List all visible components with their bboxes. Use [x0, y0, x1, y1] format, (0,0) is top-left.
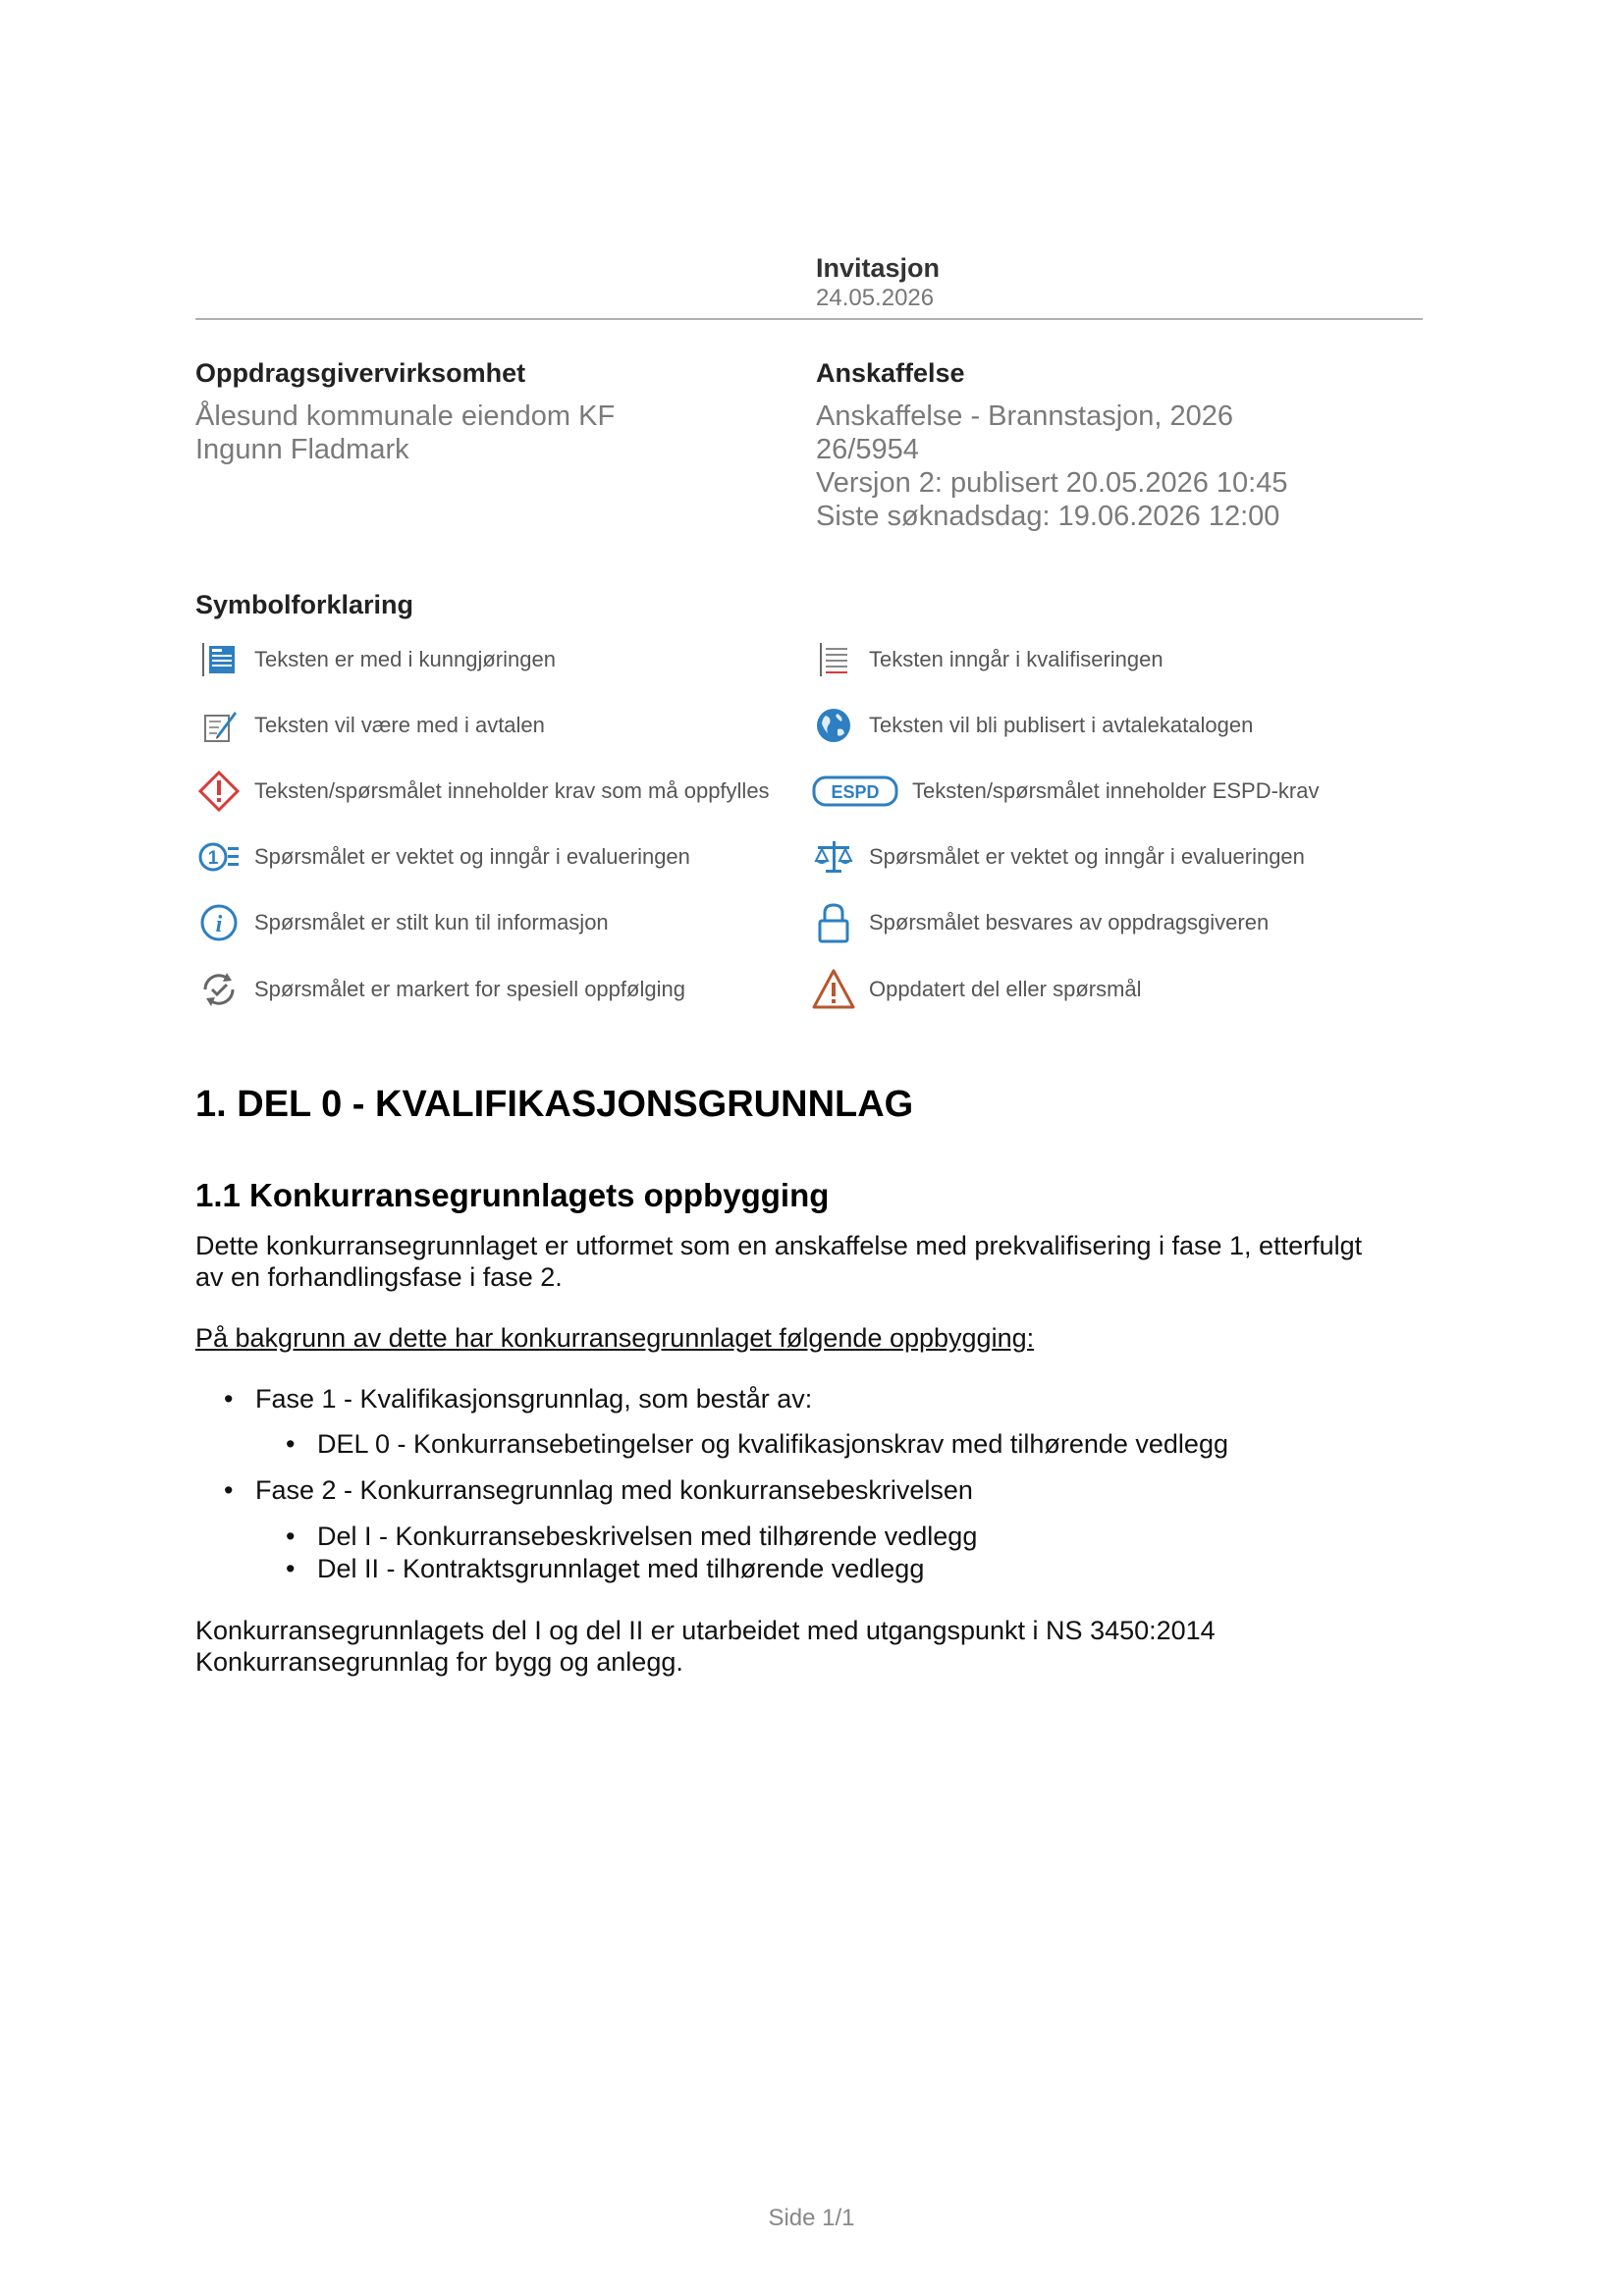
legend-item-contract — [195, 704, 545, 747]
legend-item-info — [195, 901, 609, 944]
legend-item-requirement — [195, 770, 770, 813]
weighted-number-icon — [195, 835, 243, 879]
document-date: 24.05.2026 — [816, 285, 935, 311]
weighted-badge-number: 1 — [207, 848, 219, 869]
qualification-list-icon — [810, 638, 857, 681]
follow-up-refresh-icon — [195, 968, 243, 1011]
client-heading: Oppdragsgivervirksomhet — [195, 358, 526, 388]
page-number: Side 1/1 — [768, 2205, 855, 2231]
bullet-marker: • — [286, 1522, 296, 1551]
legend-item-client-answers — [810, 901, 1269, 944]
intro-line-1: Dette konkurransegrunnlaget er utformet som en anskaffelse med prekvalifisering i fase 1, etterfulgt — [195, 1231, 1363, 1260]
bullet-marker: • — [224, 1384, 234, 1414]
legend-item-catalog — [810, 704, 1253, 747]
subsection-heading: 1.1 Konkurransegrunnlagets oppbygging — [195, 1177, 830, 1213]
espd-badge-label: ESPD — [831, 782, 880, 802]
legend-item-updated — [810, 968, 1142, 1011]
closing-line-2: Konkurransegrunnlag for bygg og anlegg. — [195, 1647, 683, 1677]
legend-text: Teksten/spørsmålet inneholder krav som må oppfylles — [254, 778, 770, 803]
info-badge-letter: i — [215, 912, 223, 937]
espd-badge-icon — [810, 770, 900, 813]
legend-text: Teksten vil bli publisert i avtalekatalogen — [869, 713, 1254, 737]
legend-text: Spørsmålet er markert for spesiell oppfølging — [254, 977, 685, 1001]
header-divider — [195, 318, 1423, 320]
list-item: • Fase 1 - Kvalifikasjonsgrunnlag, som består av: — [224, 1384, 813, 1414]
contract-pen-icon — [195, 704, 243, 747]
section-heading: 1. DEL 0 - KVALIFIKASJONSGRUNNLAG — [195, 1084, 914, 1125]
legend-item-announcement — [195, 638, 556, 681]
procurement-title: Anskaffelse - Brannstasjon, 2026 — [816, 400, 1234, 432]
procurement-heading: Anskaffelse — [816, 358, 965, 388]
legend-text: Oppdatert del eller spørsmål — [869, 977, 1142, 1001]
legend-text: Teksten er med i kunngjøringen — [254, 647, 556, 671]
updated-warning-icon — [810, 968, 857, 1011]
bullet-marker: • — [224, 1475, 234, 1505]
legend-text: Spørsmålet besvares av oppdragsgiveren — [869, 910, 1270, 934]
legend-item-weighted-scales — [810, 835, 1305, 879]
legend-item-qualification — [810, 638, 1163, 681]
legend-text: Spørsmålet er vektet og inngår i evalueringen — [869, 844, 1305, 869]
list-item: • Del I - Konkurransebeskrivelsen med tilhørende vedlegg — [286, 1522, 978, 1551]
legend-text: Spørsmålet er stilt kun til informasjon — [254, 910, 609, 934]
lock-icon — [810, 901, 857, 944]
list-item: • DEL 0 - Konkurransebetingelser og kvalifikasjonskrav med tilhørende vedlegg — [286, 1429, 1228, 1459]
legend-item-follow-up — [195, 968, 685, 1011]
intro-line-2: av en forhandlingsfase i fase 2. — [195, 1262, 563, 1292]
document-type: Invitasjon — [816, 253, 941, 283]
legend-text: Teksten vil være med i avtalen — [254, 713, 545, 737]
procurement-version: Versjon 2: publisert 20.05.2026 10:45 — [816, 467, 1288, 499]
legend-item-espd — [810, 770, 1320, 813]
scales-icon — [810, 835, 857, 879]
announcement-icon — [195, 638, 243, 681]
legend-text: Teksten/spørsmålet inneholder ESPD-krav — [912, 778, 1320, 803]
globe-icon — [810, 704, 857, 747]
warning-diamond-icon — [195, 770, 243, 813]
procurement-deadline: Siste søknadsdag: 19.06.2026 12:00 — [816, 501, 1280, 532]
bullet-marker: • — [286, 1554, 296, 1583]
info-icon — [195, 901, 243, 944]
legend-title: Symbolforklaring — [195, 590, 414, 619]
legend-text: Spørsmålet er vektet og inngår i evalueringen — [254, 844, 690, 869]
list-item: • Fase 2 - Konkurransegrunnlag med konkurransebeskrivelsen — [224, 1475, 973, 1505]
structure-intro: På bakgrunn av dette har konkurransegrunnlaget følgende oppbygging: — [195, 1323, 1035, 1353]
legend-item-weighted — [195, 835, 690, 879]
list-item: • Del II - Kontraktsgrunnlaget med tilhørende vedlegg — [286, 1554, 925, 1583]
legend-text: Teksten inngår i kvalifiseringen — [869, 647, 1163, 671]
procurement-case-number: 26/5954 — [816, 434, 919, 465]
closing-line-1: Konkurransegrunnlagets del I og del II er utarbeidet med utgangspunkt i NS 3450:2014 — [195, 1616, 1216, 1645]
client-contact: Ingunn Fladmark — [195, 434, 409, 465]
client-name: Ålesund kommunale eiendom KF — [195, 400, 616, 432]
bullet-marker: • — [286, 1429, 296, 1459]
